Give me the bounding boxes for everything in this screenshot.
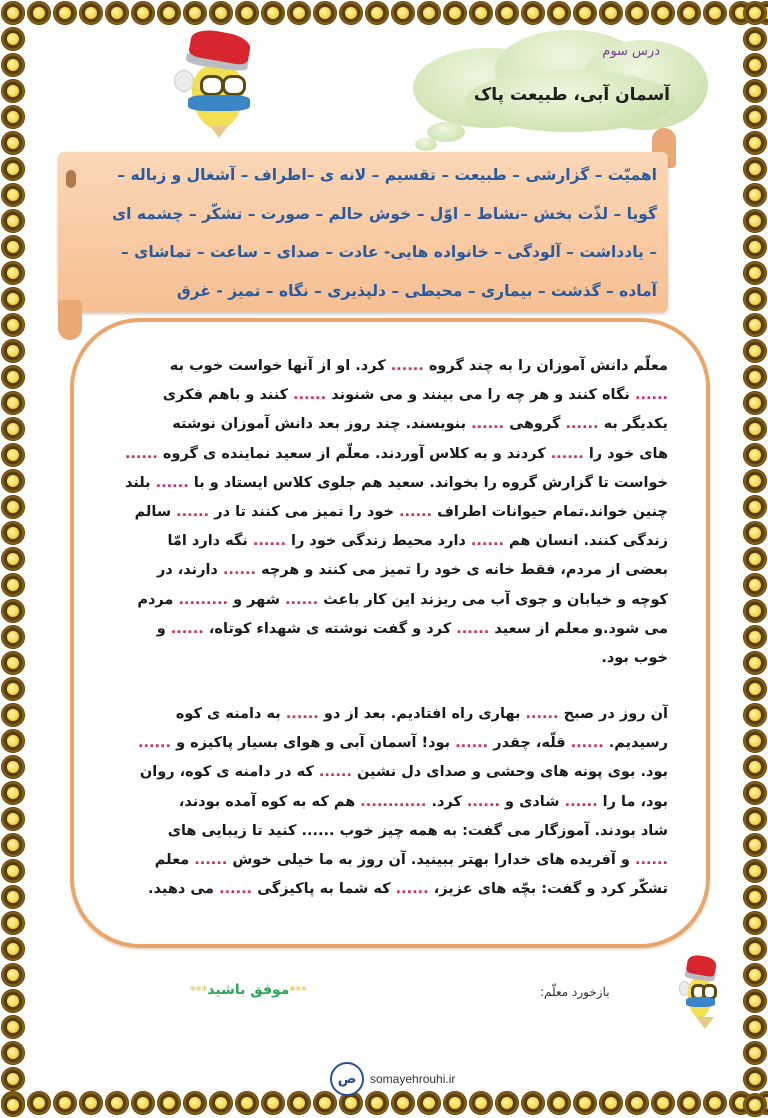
passage-text: کوچه و خیابان و جوی آب می ریزند این کار باعث — [318, 591, 668, 608]
sunflower-icon — [742, 494, 768, 520]
sunflower-icon — [0, 598, 26, 624]
sunflower-icon — [0, 962, 26, 988]
sunflower-icon — [416, 0, 442, 26]
passage-line — [110, 498, 668, 527]
sunflower-icon — [260, 0, 286, 26]
fill-in-blank[interactable]: ...... — [634, 387, 668, 404]
fill-in-blank[interactable]: ...... — [570, 735, 604, 752]
sunflower-icon — [468, 1090, 494, 1116]
fill-in-blank[interactable]: ...... — [525, 706, 559, 722]
sunflower-icon — [0, 572, 26, 598]
sunflower-icon — [286, 0, 312, 26]
passage-line — [110, 410, 668, 439]
passage-line — [110, 758, 668, 787]
sunflower-icon — [742, 676, 768, 702]
sunflower-icon — [742, 728, 768, 754]
sunflower-icon — [650, 1090, 676, 1116]
sunflower-icon — [572, 1090, 598, 1116]
passage-line — [110, 875, 668, 904]
sunflower-icon — [208, 0, 234, 26]
stars-left: *** — [190, 984, 208, 997]
decorative-border-right — [742, 0, 768, 1116]
sunflower-icon — [742, 1040, 768, 1066]
sunflower-icon — [0, 104, 26, 130]
sunflower-icon — [742, 208, 768, 234]
sunflower-icon — [742, 1066, 768, 1092]
fill-in-blank[interactable]: ...... — [470, 533, 504, 550]
sunflower-icon — [742, 234, 768, 260]
sunflower-icon — [624, 1090, 650, 1116]
sunflower-icon — [742, 52, 768, 78]
sunflower-icon — [104, 1090, 130, 1116]
sunflower-icon — [742, 156, 768, 182]
sunflower-icon — [0, 52, 26, 78]
sunflower-icon — [742, 988, 768, 1014]
sunflower-icon — [182, 1090, 208, 1116]
sunflower-icon — [598, 1090, 624, 1116]
sunflower-icon — [0, 390, 26, 416]
sunflower-icon — [742, 884, 768, 910]
site-watermark — [330, 1062, 455, 1096]
sunflower-icon — [676, 0, 702, 26]
passage-line — [110, 586, 668, 615]
word-bank-line: اهمیّت – گزارشی – طبیعت – تقسیم – لانه ی –اطراف – آشغال و زباله – — [117, 166, 657, 184]
sunflower-icon — [742, 1092, 768, 1118]
fill-in-blank[interactable]: ...... — [456, 620, 490, 637]
sunflower-icon — [78, 0, 104, 26]
passage-text: گروهی — [504, 416, 566, 433]
site-logo-icon: ص — [330, 1062, 364, 1096]
sunflower-icon — [0, 650, 26, 676]
sunflower-icon — [0, 364, 26, 390]
sunflower-icon — [742, 416, 768, 442]
sunflower-icon — [676, 1090, 702, 1116]
passage-text: بنویسند. چند روز بعد دانش آموزان نوشته — [172, 416, 472, 433]
sunflower-icon — [0, 884, 26, 910]
passage-text: که در دامنه ی کوه، روان — [139, 764, 319, 781]
sunflower-icon — [286, 1090, 312, 1116]
lesson-number: درس سوم — [602, 44, 660, 59]
word-bank-line: آماده – گذشت – بیماری – محیطی – دلپذیری – نگاه – تمیز - غرق — [176, 281, 657, 300]
passage-line — [110, 381, 668, 410]
fill-in-blank[interactable]: ...... — [550, 445, 584, 462]
sunflower-icon — [442, 0, 468, 26]
teacher-feedback-label: بازخورد معلّم: — [540, 985, 610, 999]
sunflower-icon — [130, 1090, 156, 1116]
fill-in-blank[interactable]: ............ — [360, 793, 427, 810]
passage-line — [110, 469, 668, 498]
passage-text: نگاه کنند و هر چه را می بینند و می شنوند — [326, 387, 635, 404]
passage-text: آن روز در صبح — [558, 706, 668, 722]
sunflower-icon — [156, 0, 182, 26]
sunflower-icon — [156, 1090, 182, 1116]
fill-in-blank[interactable]: ...... — [155, 474, 189, 491]
sunflower-icon — [0, 130, 26, 156]
fill-in-blank[interactable]: ...... — [395, 881, 429, 898]
sunflower-icon — [0, 494, 26, 520]
passage-text: که شما به پاکیزگی — [252, 881, 396, 898]
sunflower-icon — [742, 702, 768, 728]
passage-text: یکدیگر به — [598, 416, 668, 433]
passage-line — [110, 846, 668, 875]
sunflower-icon — [742, 364, 768, 390]
sunflower-icon — [0, 754, 26, 780]
sunflower-icon — [0, 312, 26, 338]
passage-text: شهر و — [228, 591, 286, 608]
passage-paragraph-2 — [110, 700, 668, 904]
sunflower-icon — [234, 0, 260, 26]
sunflower-icon — [494, 1090, 520, 1116]
passage-text: چنین خواند.تمام حیوانات اطراف — [432, 504, 668, 521]
passage-text: بهاری راه افتادیم. بعد از دو — [318, 706, 526, 722]
sunflower-icon — [468, 0, 494, 26]
passage-text: کرد. او از آنها خواست خوب به — [169, 358, 391, 374]
good-luck-label: موفق باشید — [207, 982, 290, 998]
sunflower-icon — [742, 104, 768, 130]
sunflower-icon — [546, 1090, 572, 1116]
sunflower-icon — [742, 650, 768, 676]
sunflower-icon — [742, 598, 768, 624]
passage-text: تشکّر کرد و گفت: بچّه های عزیز، — [428, 881, 668, 898]
word-bank-line: – یادداشت – آلودگی – خانواده هایی- عادت – صدای – ساعت – تماشای – — [120, 243, 657, 261]
sunflower-icon — [650, 0, 676, 26]
sunflower-icon — [520, 0, 546, 26]
sunflower-icon — [0, 26, 26, 52]
sunflower-icon — [0, 1040, 26, 1066]
sunflower-icon — [702, 0, 728, 26]
passage-text: بود، ما را — [597, 793, 668, 810]
fill-in-blank[interactable]: ...... — [398, 504, 433, 521]
sunflower-icon — [0, 1066, 26, 1092]
sunflower-icon — [0, 156, 26, 182]
sunflower-icon — [742, 338, 768, 364]
passage-text: دارند، در — [156, 562, 223, 579]
passage-text: و — [156, 620, 171, 637]
sunflower-icon — [742, 1014, 768, 1040]
scroll-curl — [58, 300, 82, 340]
sunflower-icon — [0, 936, 26, 962]
sunflower-icon — [0, 624, 26, 650]
passage-text: بعضی از مردم، فقط خانه ی خود را تمیز می کنند و هرچه — [255, 562, 668, 579]
sunflower-icon — [0, 858, 26, 884]
sunflower-icon — [742, 442, 768, 468]
passage-text: معلم — [154, 852, 195, 869]
fill-in-blank[interactable]: ...... — [318, 764, 352, 781]
sunflower-icon — [742, 468, 768, 494]
sunflower-icon — [742, 962, 768, 988]
sunflower-icon — [0, 1092, 26, 1118]
passage-text: شادی و — [499, 793, 565, 810]
sunflower-icon — [0, 1014, 26, 1040]
word-bank — [90, 156, 665, 310]
sunflower-icon — [742, 130, 768, 156]
fill-in-blank[interactable]: ...... — [466, 793, 500, 810]
sunflower-icon — [0, 234, 26, 260]
sunflower-icon — [0, 260, 26, 286]
sunflower-icon — [742, 286, 768, 312]
passage-text: خواست تا گزارش گروه را بخواند. سعید هم جلوی کلاس ایستاد و با — [188, 474, 668, 491]
sunflower-icon — [742, 546, 768, 572]
sunflower-icon — [208, 1090, 234, 1116]
passage-text: می دهید. — [148, 881, 220, 898]
fill-in-blank[interactable]: ...... — [293, 387, 327, 404]
sunflower-icon — [742, 26, 768, 52]
fill-in-blank[interactable]: ...... — [390, 358, 424, 374]
decorative-border-top — [0, 0, 768, 26]
fill-in-blank[interactable]: ...... — [564, 793, 598, 810]
fill-in-blank[interactable]: ...... — [194, 852, 228, 869]
sunflower-icon — [0, 780, 26, 806]
good-luck-text — [190, 982, 307, 998]
sunflower-icon — [742, 624, 768, 650]
sunflower-icon — [0, 182, 26, 208]
sunflower-icon — [742, 260, 768, 286]
sunflower-icon — [390, 0, 416, 26]
stars-right: *** — [289, 984, 307, 997]
sunflower-icon — [312, 0, 338, 26]
sunflower-icon — [702, 1090, 728, 1116]
sunflower-icon — [742, 832, 768, 858]
sunflower-icon — [0, 468, 26, 494]
passage-text: سالم — [134, 504, 177, 521]
fill-in-blank[interactable]: ...... — [170, 620, 204, 637]
passage-text: رسیدیم. — [603, 735, 668, 752]
passage-text: بود. بوی پونه های وحشی و صدای دل نشین — [351, 764, 668, 781]
sunflower-icon — [0, 338, 26, 364]
sunflower-icon — [0, 0, 26, 26]
sunflower-icon — [572, 0, 598, 26]
sunflower-icon — [0, 910, 26, 936]
sunflower-icon — [234, 1090, 260, 1116]
sunflower-icon — [0, 806, 26, 832]
passage-text: شاد بودند. آموزگار می گفت: به همه چیز خوب ...... کنید تا زیبایی های — [167, 822, 668, 839]
passage-line — [110, 440, 668, 469]
fill-in-blank[interactable]: ...... — [565, 416, 599, 433]
fill-in-blank[interactable]: ...... — [285, 591, 319, 608]
fill-in-blank[interactable]: ...... — [252, 533, 286, 550]
sunflower-icon — [742, 572, 768, 598]
scroll-knob — [66, 170, 76, 188]
sunflower-icon — [0, 78, 26, 104]
sunflower-icon — [0, 988, 26, 1014]
sunflower-icon — [78, 1090, 104, 1116]
sunflower-icon — [0, 416, 26, 442]
sunflower-icon — [742, 858, 768, 884]
fill-in-blank[interactable]: ......... — [178, 591, 229, 608]
fill-in-blank[interactable]: ...... — [222, 562, 256, 579]
fill-in-blank[interactable]: ...... — [634, 852, 668, 869]
sunflower-icon — [26, 1090, 52, 1116]
passage-text: بود! آسمان آبی و هوای بسیار پاکیزه و — [171, 735, 456, 752]
sunflower-icon — [742, 806, 768, 832]
fill-in-blank[interactable]: ...... — [455, 735, 489, 752]
passage-text: کنند و باهم فکری — [162, 387, 294, 404]
passage-text: کرد و گفت نوشته ی شهداء کوتاه، — [203, 620, 457, 637]
passage-text: دارد محیط زندگی خود را — [285, 533, 471, 550]
sunflower-icon — [742, 780, 768, 806]
passage-text: بلند — [124, 474, 156, 491]
sunflower-icon — [546, 0, 572, 26]
sunflower-icon — [494, 0, 520, 26]
passage-line — [110, 527, 668, 556]
passage-text: های خود را — [583, 445, 668, 462]
passage-line — [110, 788, 668, 817]
sunflower-icon — [0, 286, 26, 312]
fill-in-blank[interactable]: ...... — [176, 504, 210, 521]
passage-text: به دامنه ی کوه — [175, 706, 286, 722]
sunflower-icon — [0, 728, 26, 754]
passage-line — [110, 644, 668, 673]
passage-text: معلّم دانش آموزان را به چند گروه — [423, 358, 668, 374]
passage-paragraph-1 — [110, 352, 668, 673]
sunflower-icon — [742, 78, 768, 104]
passage-line — [110, 615, 668, 644]
sunflower-icon — [742, 0, 768, 26]
lesson-title: آسمان آبی، طبیعت پاک — [473, 85, 670, 105]
passage-text: خود را تمیز می کنند تا در — [209, 504, 399, 521]
sunflower-icon — [520, 1090, 546, 1116]
sunflower-icon — [742, 936, 768, 962]
lesson-title-cloud — [405, 30, 710, 140]
fill-in-blank[interactable]: ...... — [124, 445, 158, 462]
sunflower-icon — [182, 0, 208, 26]
sunflower-icon — [130, 0, 156, 26]
passage-line — [110, 700, 668, 729]
fill-in-blank[interactable]: ...... — [219, 881, 253, 898]
passage-text: هم که به کوه آمده بودند، — [178, 793, 361, 810]
passage-text: مردم — [137, 591, 179, 608]
sunflower-icon — [742, 390, 768, 416]
sunflower-icon — [0, 520, 26, 546]
passage-line — [110, 817, 668, 846]
pencil-mascot-small-icon — [676, 955, 724, 1027]
passage-text: نگه دارد امّا — [167, 533, 253, 550]
sunflower-icon — [52, 1090, 78, 1116]
passage-line — [110, 729, 668, 758]
passage-text: زندگی کنند. انسان هم — [503, 533, 668, 550]
sunflower-icon — [742, 312, 768, 338]
passage-text: کردند و به کلاس آوردند. معلّم از سعید نماینده ی گروه — [157, 445, 551, 462]
sunflower-icon — [742, 182, 768, 208]
sunflower-icon — [742, 910, 768, 936]
decorative-border-left — [0, 0, 26, 1116]
sunflower-icon — [598, 0, 624, 26]
passage-text: می شود.و معلم از سعید — [489, 620, 668, 637]
sunflower-icon — [0, 676, 26, 702]
sunflower-icon — [0, 208, 26, 234]
passage-line — [110, 556, 668, 585]
word-bank-line: گویا – لذّت بخش –نشاط – اوّل – خوش حالم – صورت – تشکّر – چشمه ای — [111, 204, 657, 223]
sunflower-icon — [364, 0, 390, 26]
passage-text: کرد. — [426, 793, 467, 810]
sunflower-icon — [624, 0, 650, 26]
sunflower-icon — [742, 520, 768, 546]
site-url: somayehrouhi.ir — [370, 1072, 456, 1086]
pencil-mascot-icon — [168, 30, 268, 142]
fill-in-blank[interactable]: ...... — [285, 706, 319, 722]
fill-in-blank[interactable]: ...... — [138, 735, 172, 752]
sunflower-icon — [52, 0, 78, 26]
passage-text: قلّه، چقدر — [488, 735, 571, 752]
passage-line — [110, 352, 668, 381]
sunflower-icon — [0, 702, 26, 728]
sunflower-icon — [338, 0, 364, 26]
sunflower-icon — [104, 0, 130, 26]
passage-text: خوب بود. — [601, 650, 668, 667]
sunflower-icon — [26, 0, 52, 26]
fill-in-blank[interactable]: ...... — [471, 416, 505, 433]
sunflower-icon — [0, 546, 26, 572]
sunflower-icon — [742, 754, 768, 780]
sunflower-icon — [260, 1090, 286, 1116]
passage-text: و آفریده های خدارا بهتر ببینید. آن روز به ما خیلی خوش — [227, 852, 635, 869]
sunflower-icon — [0, 442, 26, 468]
sunflower-icon — [0, 832, 26, 858]
